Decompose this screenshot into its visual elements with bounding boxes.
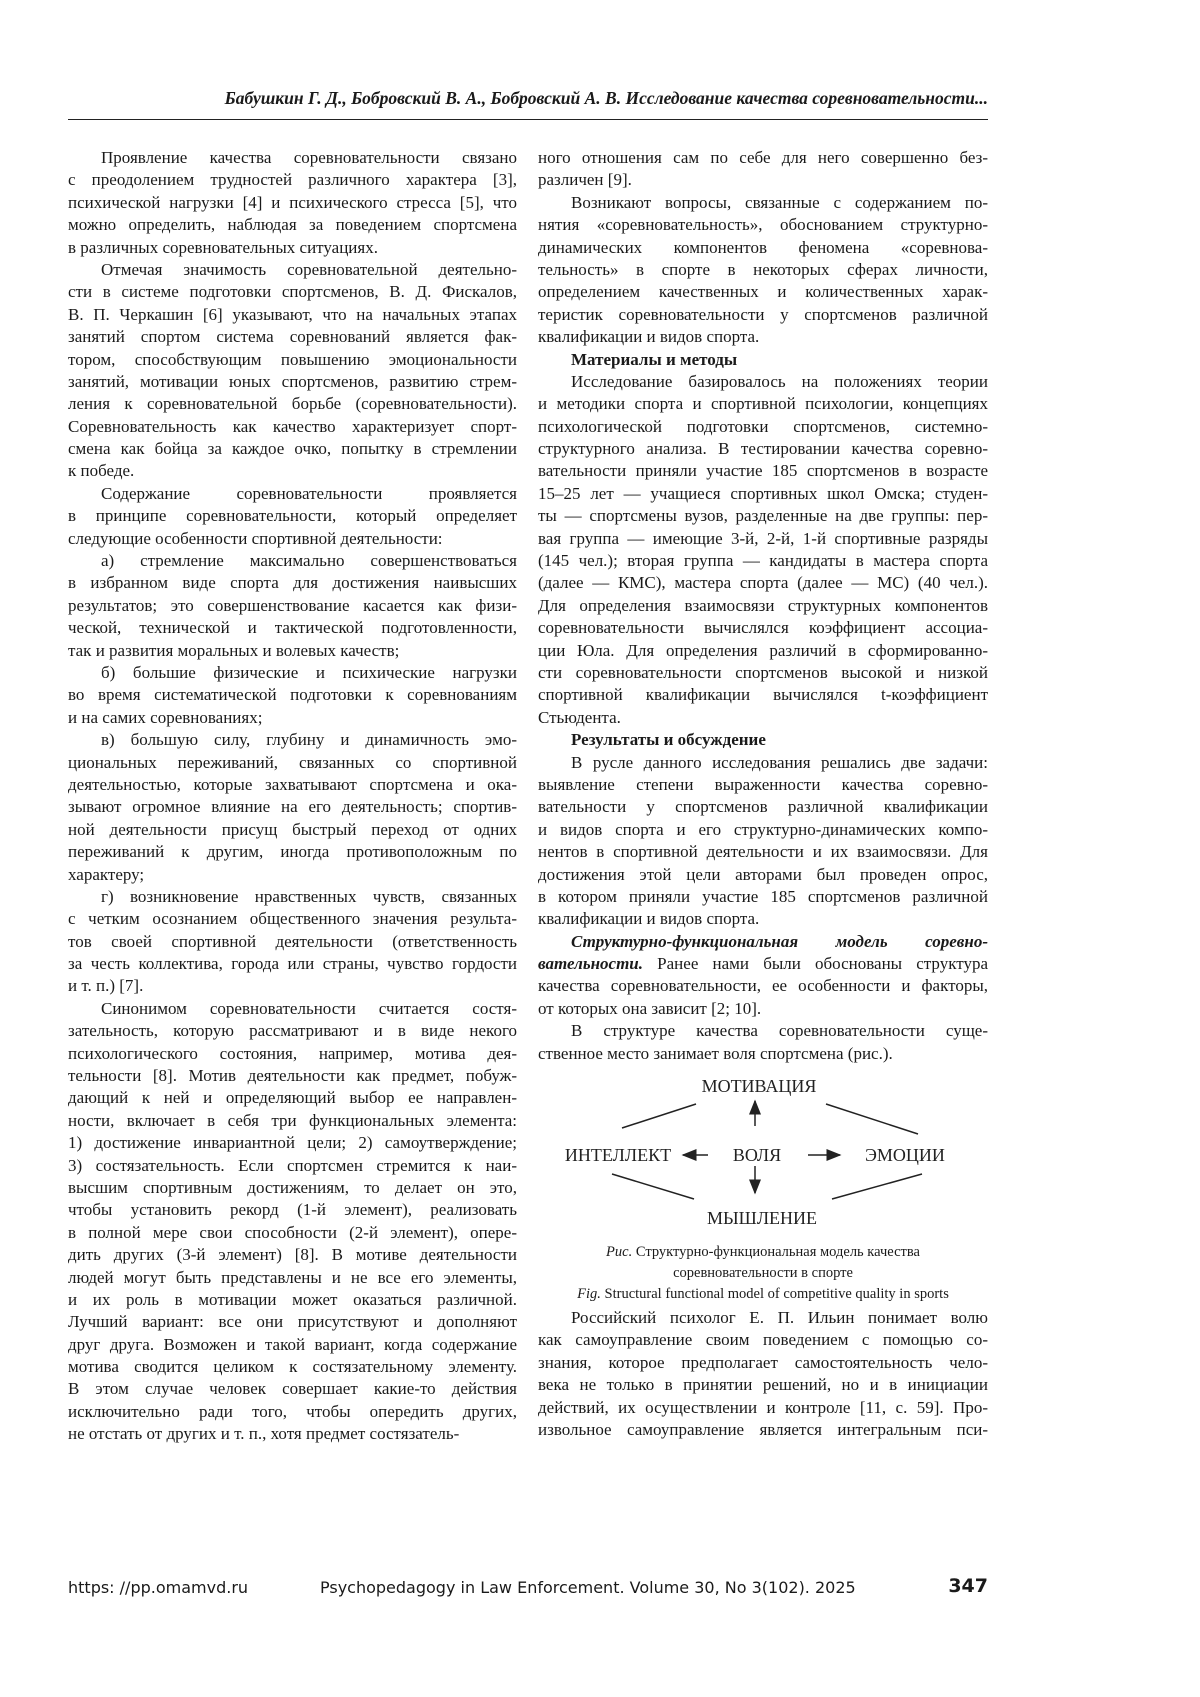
text-line: с преодолением трудностей различного характера [3], xyxy=(68,169,517,191)
model-paragraph xyxy=(538,931,988,1021)
node-thinking: МЫШЛЕНИЕ xyxy=(707,1208,817,1228)
text-line: следующие особенности спортивной деятельности: xyxy=(68,528,517,550)
text-line: от которых она зависит [2; 10]. xyxy=(538,998,988,1020)
text-line: определением качественных и количественных харак- xyxy=(538,281,988,303)
paragraph xyxy=(538,752,988,931)
caption-text: Структурно-функциональная модель качества xyxy=(632,1244,920,1260)
right-column xyxy=(538,147,988,1065)
text-line: спортивной квалификации вычислялся t-коэффициент xyxy=(538,684,988,706)
paragraph xyxy=(68,886,517,998)
text-line: в полной мере свои способности (2-й элемент), опере- xyxy=(68,1222,517,1244)
model-title-end: вательности. xyxy=(538,954,643,973)
text-line: и видов спорта и его структурно-динамических компо- xyxy=(538,819,988,841)
text-line: в принципе соревновательности, который определяет xyxy=(68,505,517,527)
text-line: нятия «соревновательность», обоснованием структурно- xyxy=(538,214,988,236)
text-line: переживаний к другим, иногда противоположным по xyxy=(68,841,517,863)
text-line: ции Юла. Для определения различий в сформированно- xyxy=(538,640,988,662)
text-line: и их роль в мотивации может оказаться различной. xyxy=(68,1289,517,1311)
text-line: ной деятельности присущ быстрый переход от одних xyxy=(68,819,517,841)
text-run: Ранее нами были обоснованы структура xyxy=(643,954,988,973)
text-line: тельность» в спорте в некоторых сферах личности, xyxy=(538,259,988,281)
text-line: смена как бойца за каждое очко, попытку в стремлении xyxy=(68,438,517,460)
text-line: мотива сводится целиком к состязательному элементу. xyxy=(68,1356,517,1378)
figure-caption-ru xyxy=(538,1242,988,1263)
paragraph xyxy=(538,1307,988,1441)
text-line: с четким осознанием общественного значения результа- xyxy=(68,908,517,930)
text-line: квалификации и видов спорта. xyxy=(538,326,988,348)
text-line: и методики спорта и спортивной психологии, концепциях xyxy=(538,393,988,415)
diagram xyxy=(538,1064,988,1244)
text-line: к победе. xyxy=(68,460,517,482)
edge-motivation-emotions xyxy=(826,1104,918,1134)
text-line: Проявление качества соревновательности связано xyxy=(68,147,517,169)
text-line: 15–25 лет — учащиеся спортивных школ Омска; студен- xyxy=(538,483,988,505)
section-heading xyxy=(538,729,988,751)
text-line: Синонимом соревновательности считается состя- xyxy=(68,998,517,1020)
text-line: Стьюдента. xyxy=(538,707,988,729)
text-line: ты — спортсмены вузов, разделенные на две группы: пер- xyxy=(538,505,988,527)
text-line: во время систематической подготовки к соревнованиям xyxy=(68,684,517,706)
section-heading xyxy=(538,349,988,371)
text-line: деятельностью, которые захватывают спортсмена и ока- xyxy=(68,774,517,796)
left-column xyxy=(68,147,517,1446)
caption-label: Fig. xyxy=(577,1286,601,1302)
text-line: дить других (3-й элемент) [8]. В мотиве деятельности xyxy=(68,1244,517,1266)
text-line: психической нагрузки [4] и психического стресса [5], что xyxy=(68,192,517,214)
text-line: занятий спортом система соревнований является фак- xyxy=(68,326,517,348)
node-will: ВОЛЯ xyxy=(733,1145,781,1165)
text-line: сти соревновательности спортсменов высокой и низкой xyxy=(538,662,988,684)
edge-emotions-thinking xyxy=(832,1174,922,1199)
text-line: сти в системе подготовки спортсменов, В. Д. Фискалов, xyxy=(68,281,517,303)
text-line: характеру; xyxy=(68,864,517,886)
text-line: качества соревновательности, ее особенности и факторы, xyxy=(538,975,988,997)
text-line: Возникают вопросы, связанные с содержанием по- xyxy=(538,192,988,214)
text-line: структурного анализа. В тестировании качества соревно- xyxy=(538,438,988,460)
text-line: знания, которое предполагает самостоятельность чело- xyxy=(538,1352,988,1374)
text-line: В. П. Черкашин [6] указывают, что на начальных этапах xyxy=(68,304,517,326)
journal-citation: Psychopedagogy in Law Enforcement. Volume 30, No 3(102). 2025 xyxy=(320,1578,856,1597)
text-line: так и развития моральных и волевых качеств; xyxy=(68,640,517,662)
text-line: в избранном виде спорта для достижения наивысших xyxy=(68,572,517,594)
text-line: действий, их осуществлении и контроле [11, с. 59]. Про- xyxy=(538,1397,988,1419)
text-line: ческой, технической и тактической подготовленности, xyxy=(68,617,517,639)
text-line: зательность, которую рассматривают и в виде некого xyxy=(68,1020,517,1042)
text-line: Российский психолог Е. П. Ильин понимает волю xyxy=(538,1307,988,1329)
model-title-line: Структурно-функциональная модель соревно- xyxy=(538,931,988,953)
text-line: тельности [8]. Мотив деятельности как предмет, побуж- xyxy=(68,1065,517,1087)
paragraph xyxy=(68,662,517,729)
text-line: соревновательности вычислялся коэффициент ассоциа- xyxy=(538,617,988,639)
text-line: тором, способствующим повышению эмоциональности xyxy=(68,349,517,371)
text-line: психологической подготовки спортсменов, системно- xyxy=(538,416,988,438)
text-line: и т. п.) [7]. xyxy=(68,975,517,997)
text-line: Результаты и обсуждение xyxy=(538,729,988,751)
text-line: дающий к ней и определяющий выбор ее направлен- xyxy=(68,1087,517,1109)
text-line: различен [9]. xyxy=(538,169,988,191)
text-line: в котором приняли участие 185 спортсменов различной xyxy=(538,886,988,908)
paragraph xyxy=(538,147,988,192)
text-line: века не только в принятии решений, но и в инициации xyxy=(538,1374,988,1396)
edge-motivation-intellect xyxy=(622,1104,696,1128)
text-line: а) стремление максимально совершенствоваться xyxy=(68,550,517,572)
text-line: за честь коллектива, города или страны, чувство гордости xyxy=(68,953,517,975)
node-emotions: ЭМОЦИИ xyxy=(865,1145,945,1165)
text-line: зывают огромное влияние на его деятельность; спортив- xyxy=(68,796,517,818)
text-line: г) возникновение нравственных чувств, связанных xyxy=(68,886,517,908)
text-line: В этом случае человек совершает какие-то действия xyxy=(68,1378,517,1400)
text-line: извольное самоуправление является интегральным пси- xyxy=(538,1419,988,1441)
text-line: тов своей спортивной деятельности (ответственность xyxy=(68,931,517,953)
text-line: друг друга. Возможен и такой вариант, когда содержание xyxy=(68,1334,517,1356)
text-line: Лучший вариант: все они присутствуют и дополняют xyxy=(68,1311,517,1333)
text-line: Отмечая значимость соревновательной деятельно- xyxy=(68,259,517,281)
text-line: 3) состязательность. Если спортсмен стремится к наи- xyxy=(68,1155,517,1177)
node-intellect: ИНТЕЛЛЕКТ xyxy=(565,1145,671,1165)
text-line: психологического состояния, например, мотива дея- xyxy=(68,1043,517,1065)
text-line: в) большую силу, глубину и динамичность эмо- xyxy=(68,729,517,751)
text-line: выявление степени выраженности качества соревно- xyxy=(538,774,988,796)
text-line: чтобы установить рекорд (1-й элемент), реализовать xyxy=(68,1199,517,1221)
text-line: вая группа — имеющие 3-й, 2-й, 1-й спортивные разряды xyxy=(538,528,988,550)
paragraph xyxy=(68,147,517,259)
text-line: не отстать от других и т. п., хотя предмет состязатель- xyxy=(68,1423,517,1445)
figure-caption-ru-line2: соревновательности в спорте xyxy=(538,1263,988,1284)
text-line: нентов в спортивной деятельности и их взаимосвязи. Для xyxy=(538,841,988,863)
journal-url[interactable]: https: //pp.omamvd.ru xyxy=(68,1578,248,1597)
text-line: высшим спортивным достижениям, то делает он это, xyxy=(68,1177,517,1199)
text-line: б) большие физические и психические нагрузки xyxy=(68,662,517,684)
figure-caption-en xyxy=(538,1284,988,1305)
text-line: Содержание соревновательности проявляется xyxy=(68,483,517,505)
edge-intellect-thinking xyxy=(612,1174,694,1199)
text-line: как самоуправление своим поведением с помощью со- xyxy=(538,1329,988,1351)
text-line: (145 чел.); вторая группа — кандидаты в мастера спорта xyxy=(538,550,988,572)
paragraph xyxy=(68,550,517,662)
text-line: ного отношения сам по себе для него совершенно без- xyxy=(538,147,988,169)
text-line: Материалы и методы xyxy=(538,349,988,371)
text-line: В русле данного исследования решались две задачи: xyxy=(538,752,988,774)
text-line: ственное место занимает воля спортсмена (рис.). xyxy=(538,1043,988,1065)
text-line: в различных соревновательных ситуациях. xyxy=(68,237,517,259)
text-line: 1) достижение инвариантной цели; 2) самоутверждение; xyxy=(68,1132,517,1154)
text-line: и на самих соревнованиях; xyxy=(68,707,517,729)
paragraph xyxy=(68,729,517,886)
text-line: исключительно ради того, чтобы опередить других, xyxy=(68,1401,517,1423)
text-line: Исследование базировалось на положениях теории xyxy=(538,371,988,393)
header-rule xyxy=(68,119,988,120)
paragraph xyxy=(538,192,988,349)
running-title: Бабушкин Г. Д., Бобровский В. А., Бобровский А. В. Исследование качества соревновательности... xyxy=(68,88,988,109)
paragraph xyxy=(68,259,517,483)
text-line: достижения этой цели авторами был проведен опрос, xyxy=(538,864,988,886)
text-line xyxy=(538,953,988,975)
text-line: циональных переживаний, связанных со спортивной xyxy=(68,752,517,774)
paragraph xyxy=(68,998,517,1446)
caption-label: Рис. xyxy=(606,1244,632,1260)
text-line: результатов; это совершенствование касается как физи- xyxy=(68,595,517,617)
text-line: Для определения взаимосвязи структурных компонентов xyxy=(538,595,988,617)
text-line: людей могут быть представлены и не все его элементы, xyxy=(68,1267,517,1289)
text-line: ления к соревновательной борьбе (соревновательности). xyxy=(68,393,517,415)
text-line: ности, включает в себя три функциональных элемента: xyxy=(68,1110,517,1132)
figure-will-model xyxy=(538,1064,988,1308)
caption-text: Structural functional model of competitive quality in sports xyxy=(601,1286,949,1302)
page-number: 347 xyxy=(948,1575,988,1597)
text-line: вательности приняли участие 185 спортсменов в возрасте xyxy=(538,460,988,482)
text-line: квалификации и видов спорта. xyxy=(538,908,988,930)
text-line: (далее — КМС), мастера спорта (далее — МС) (40 чел.). xyxy=(538,572,988,594)
after-figure-text xyxy=(538,1307,988,1441)
text-line: вательности у спортсменов различной квалификации xyxy=(538,796,988,818)
text-line: динамических компонентов феномена «соревнова- xyxy=(538,237,988,259)
paragraph xyxy=(538,371,988,729)
node-motivation: МОТИВАЦИЯ xyxy=(702,1076,817,1096)
will-paragraph xyxy=(538,1020,988,1065)
text-line: занятий, мотивации юных спортсменов, развитию стрем- xyxy=(68,371,517,393)
paragraph xyxy=(68,483,517,550)
text-line: Соревновательность как качество характеризует спорт- xyxy=(68,416,517,438)
text-line: можно определить, наблюдая за поведением спортсмена xyxy=(68,214,517,236)
text-line: В структуре качества соревновательности суще- xyxy=(538,1020,988,1042)
text-line: теристик соревновательности у спортсменов различной xyxy=(538,304,988,326)
